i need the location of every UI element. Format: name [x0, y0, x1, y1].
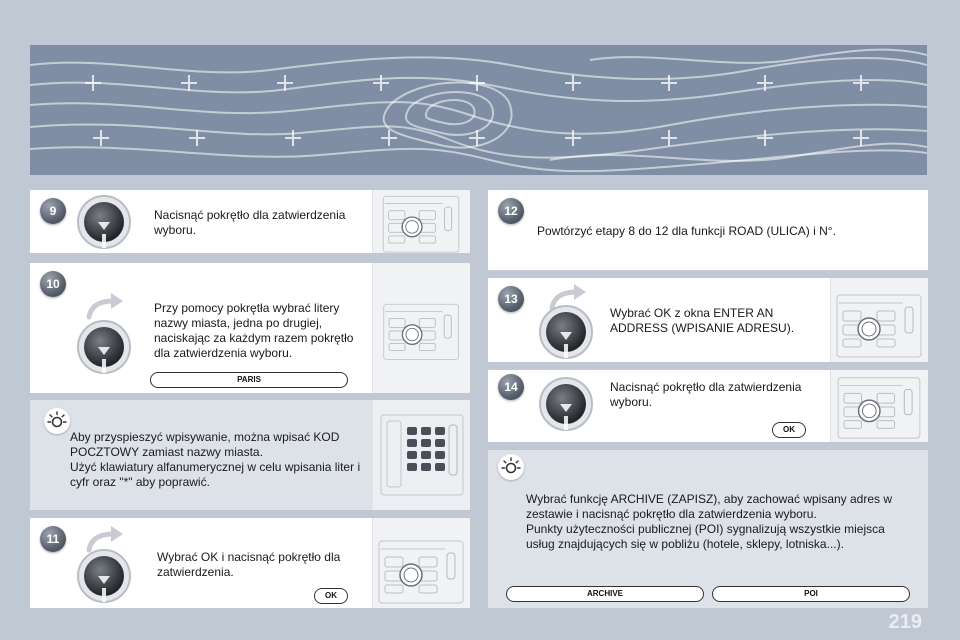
tip-1-text: Aby przyspieszyć wpisywanie, można wpisać KOD POCZTOWY zamiast nazwy miasta. Użyć klawiatury alfanumerycznej w celu wpisania liter i cyfr oraz "*" aby poprawić.: [70, 430, 361, 489]
radio-unit-panel: [372, 263, 470, 393]
radio-unit-icon: [831, 278, 928, 362]
page-number: 219: [888, 611, 922, 633]
rotary-knob-icon: [538, 376, 594, 432]
step-14-text: Nacisnąć pokrętło dla zatwierdzenia wyboru.: [610, 380, 802, 409]
topographic-banner: [30, 45, 927, 175]
radio-unit-icon: [373, 526, 470, 606]
step-number-badge: 12: [498, 198, 524, 224]
ok-pill: OK: [772, 422, 806, 438]
sun-tip-icon: [44, 408, 70, 434]
radio-unit-panel: [830, 370, 928, 442]
tip-2-panel: [488, 450, 928, 608]
topographic-lines-icon: [30, 45, 927, 175]
archive-pill: ARCHIVE: [506, 586, 704, 602]
step-number-badge: 14: [498, 374, 524, 400]
step-12-text: Powtórzyć etapy 8 do 12 dla funkcji ROAD (ULICA) i N°.: [537, 224, 836, 238]
rotary-knob-icon: [76, 548, 132, 604]
ok-pill: OK: [314, 588, 348, 604]
step-number-badge: 10: [40, 271, 66, 297]
step-9-panel: [30, 190, 470, 253]
tip-2-text: Wybrać funkcję ARCHIVE (ZAPISZ), aby zachować wpisany adres w zestawie i nacisnąć pokrętło dla zatwierdzenia wyboru. Punkty użyteczności publicznej (POI) sygnalizują wszystkie miejsca usług znajdujących się w pobliżu (hotele, sklepy, lotniska...).: [526, 492, 893, 551]
turn-arrow-icon: [85, 291, 125, 321]
sun-tip-icon: [498, 454, 524, 480]
step-13-panel: [488, 278, 928, 362]
rotary-knob-icon: [76, 194, 132, 250]
step-number-badge: 9: [40, 198, 66, 224]
step-11-panel: [30, 518, 470, 608]
step-14-panel: [488, 370, 928, 442]
radio-unit-icon: [373, 283, 470, 363]
step-9-text: Nacisnąć pokrętło dla zatwierdzenia wyboru.: [154, 208, 346, 237]
radio-unit-panel: [372, 190, 470, 253]
step-13-text: Wybrać OK z okna ENTER AN ADDRESS (WPISANIE ADRESU).: [610, 306, 795, 335]
radio-unit-icon: [831, 370, 928, 442]
tip-1-panel: [30, 400, 470, 510]
radio-unit-panel: [830, 278, 928, 362]
step-10-panel: [30, 263, 470, 393]
poi-pill: POI: [712, 586, 910, 602]
keypad-icon: [373, 400, 470, 510]
paris-pill: PARIS: [150, 372, 348, 388]
keypad-panel: [372, 400, 470, 510]
step-10-text: Przy pomocy pokrętła wybrać litery nazwy miasta, jedna po drugiej, naciskając za każdym razem pokrętło dla zatwierdzenia wyboru.: [154, 301, 354, 360]
step-number-badge: 11: [40, 526, 66, 552]
rotary-knob-icon: [76, 319, 132, 375]
step-11-text: Wybrać OK i nacisnąć pokrętło dla zatwierdzenia.: [157, 550, 341, 579]
radio-unit-icon: [373, 190, 470, 253]
radio-unit-panel: [372, 518, 470, 608]
step-12-panel: [488, 190, 928, 270]
rotary-knob-icon: [538, 304, 594, 360]
step-number-badge: 13: [498, 286, 524, 312]
